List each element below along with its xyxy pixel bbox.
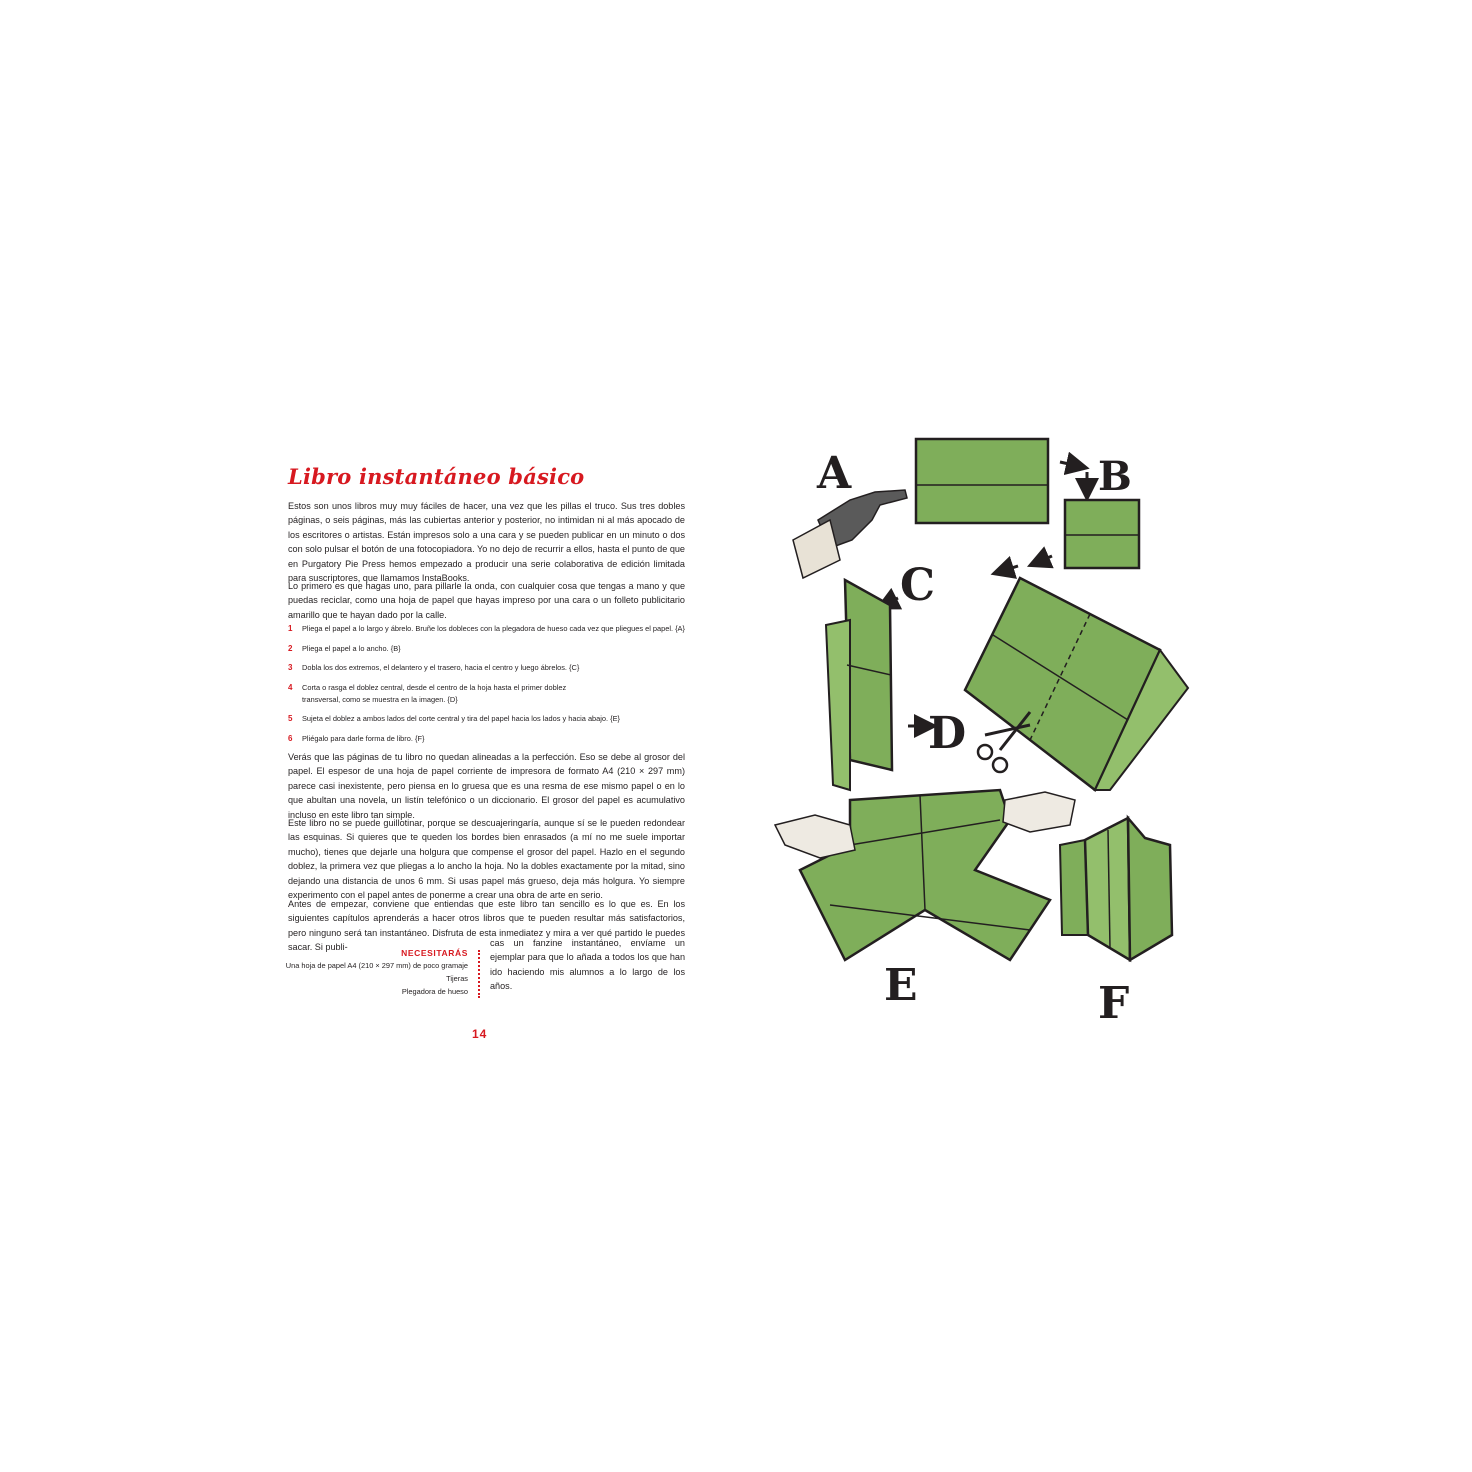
- continuation-paragraph: [490, 936, 685, 994]
- step-item: [288, 643, 688, 655]
- step-f-book: [1060, 818, 1172, 960]
- paragraph-text: Lo primero es que hagas uno, para pillarle la onda, con cualquier cosa que tengas a mano y que puedas reciclar, como una hoja de papel que hayas impreso por una cara o un folleto publicitario amarillo que te hayan dado por la calle.: [288, 581, 685, 620]
- step-letter-e: E: [884, 960, 918, 1011]
- step-a-sheet: [916, 439, 1048, 523]
- step-letter-b: B: [1098, 453, 1132, 500]
- step-number: 3: [288, 663, 293, 672]
- paragraph-text: cas un fanzine instantáneo, envíame un ejemplar para que lo añada a todos los que han ido haciendo mis alumnos a lo largo de los años.: [490, 938, 685, 992]
- steps-list: [288, 623, 688, 752]
- step-number: 1: [288, 624, 293, 633]
- step-c-folded: [826, 580, 892, 790]
- dotted-divider: [478, 950, 480, 998]
- trimming-paragraph: [288, 816, 685, 902]
- step-item: [288, 733, 688, 745]
- step-item: [288, 713, 688, 725]
- step-b-sheet: [1065, 500, 1139, 568]
- step-text: Pliégalo para darle forma de libro. {F}: [302, 733, 425, 743]
- step-text: Pliega el papel a lo ancho. {B}: [302, 643, 401, 653]
- step-number: 5: [288, 714, 293, 723]
- materials-heading: NECESITARÁS: [401, 948, 468, 958]
- step-letter-a: A: [817, 448, 852, 499]
- second-paragraph: [288, 579, 685, 622]
- right-hand-icon: [1003, 792, 1075, 832]
- folding-diagram: [736, 0, 1472, 1472]
- step-number: 6: [288, 733, 293, 743]
- materials-box: [270, 947, 468, 998]
- paragraph-text: Este libro no se puede guillotinar, porque se descuajeringaría, aunque sí se le pueden redondear las esquinas. Si quieres que te queden los bordes bien enrasados (a mí no me suele importar mucho), tienes que dejarle una holgura que compense el grosor del papel. Hazlo en el segundo doblez, la primera vez que pliegas a lo ancho la hoja. No la dobles exactamente por la mitad, sino dejando una distancia de unos 6 mm. Si usas papel más grueso, deja más holgura. Yo siempre experimento con el papel antes de ponerme a crear una obra de arte en serio.: [288, 818, 685, 901]
- paper-thickness-paragraph: [288, 750, 685, 822]
- right-page: [736, 0, 1472, 1472]
- step-number: 4: [288, 682, 293, 692]
- page-title: Libro instantáneo básico: [288, 464, 585, 489]
- pointing-hand-icon: [793, 490, 907, 578]
- step-letter-f: F: [1098, 978, 1130, 1029]
- step-letter-d: D: [928, 708, 967, 759]
- step-text: Dobla los dos extremos, el delantero y el trasero, hacia el centro y luego ábrelos. {C}: [302, 663, 580, 672]
- step-item: [288, 623, 688, 635]
- paragraph-text: Estos son unos libros muy muy fáciles de hacer, una vez que les pillas el truco. Sus tres dobles páginas, o seis páginas, más las cubiertas anterior y posterior, no intimidan ni al más apocado de los escritores o artistas. Están impresos solo a una cara y se pueden publicar en un minuto o dos con solo pulsar el botón de una fotocopiadora. Yo no dejo de recurrir a ellos, hasta el punto de que en Purgatory Pie Press hemos empezado a producir una serie colaborativa de edición limitada para suscriptores, que llamamos InstaBooks.: [288, 501, 685, 584]
- materials-item: Tijeras: [446, 974, 468, 983]
- step-text: Pliega el papel a lo largo y ábrelo. Bruñe los dobleces con la plegadora de hueso cada vez que pliegues el papel. {A}: [302, 624, 685, 633]
- intro-paragraph: [288, 499, 685, 585]
- step-item: [288, 682, 602, 706]
- step-text: Corta o rasga el doblez central, desde el centro de la hoja hasta el primer doblez transversal, como se muestra en la imagen. {D}: [302, 682, 567, 704]
- step-item: [288, 662, 688, 674]
- step-letter-c: C: [900, 560, 936, 611]
- materials-item: Plegadora de hueso: [401, 987, 468, 996]
- left-hand-icon: [775, 815, 855, 858]
- paragraph-text: Antes de empezar, conviene que entiendas que este libro tan sencillo es lo que es. En los siguientes capítulos aprenderás a hacer otros libros que te pueden resultar más satisfactorios, pero ninguno será tan instantáneo. Disfruta de esta inmediatez y mira a ver qué partido le puedes sacar. Si publi-: [288, 899, 685, 953]
- page-number: 14: [472, 1027, 488, 1041]
- step-number: 2: [288, 643, 293, 653]
- materials-item: Una hoja de papel A4 (210 × 297 mm) de poco gramaje: [285, 961, 468, 970]
- step-text: Sujeta el doblez a ambos lados del corte central y tira del papel hacia los lados y hacia abajo. {E}: [302, 714, 620, 723]
- paragraph-text: Verás que las páginas de tu libro no quedan alineadas a la perfección. Eso se debe al grosor del papel. El espesor de una hoja de papel corriente de impresora de formato A4 (210 × 297 mm) parece casi inexistente, pero piensa en lo gruesa que es una resma de ese mismo papel o en lo que abultan una novela, un listín telefónico o un diccionario. El grosor del papel es acumulativo incluso en este libro tan simple.: [288, 752, 685, 820]
